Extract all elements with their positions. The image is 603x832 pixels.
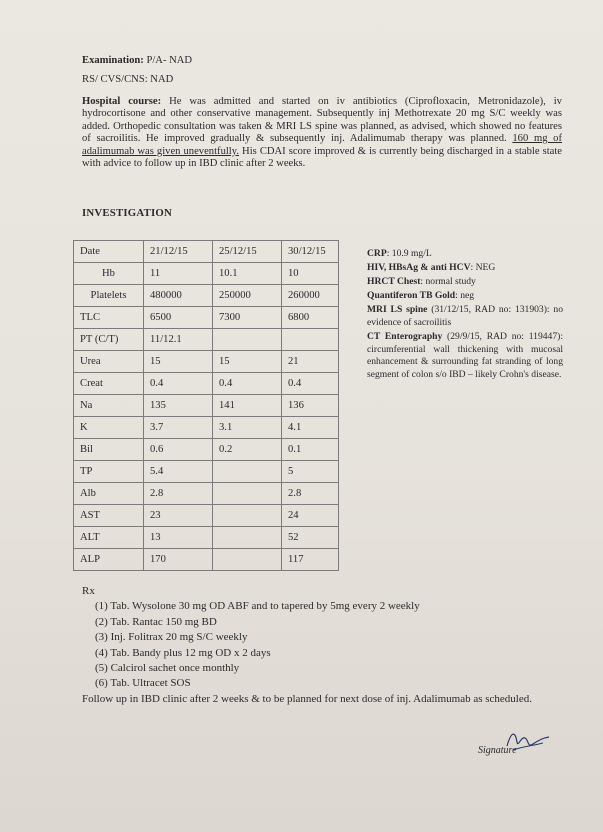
- finding-hiv: [367, 262, 563, 275]
- table-cell: Alb: [74, 483, 144, 505]
- table-cell: 0.4: [144, 373, 213, 395]
- hospital-course-paragraph: [82, 96, 562, 170]
- finding-hrct: [367, 276, 563, 289]
- table-cell: Hb: [74, 263, 144, 285]
- table-row: [74, 263, 339, 285]
- table-cell: 136: [282, 395, 339, 417]
- table-cell: 117: [282, 549, 339, 571]
- table-row: [74, 505, 339, 527]
- table-cell: 7300: [213, 307, 282, 329]
- table-cell: ALT: [74, 527, 144, 549]
- table-cell: [282, 329, 339, 351]
- investigation-title: INVESTIGATION: [82, 207, 172, 219]
- finding-label: HRCT Chest: [367, 276, 421, 288]
- hospital-course-underlined: 160 mg of adalimumab was given uneventfully.: [82, 133, 562, 157]
- table-cell: 21: [282, 351, 339, 373]
- table-cell: 0.1: [282, 439, 339, 461]
- table-cell: K: [74, 417, 144, 439]
- table-cell: Na: [74, 395, 144, 417]
- table-cell: 0.4: [213, 373, 282, 395]
- table-row: [74, 527, 339, 549]
- table-cell: [213, 329, 282, 351]
- table-cell: 170: [144, 549, 213, 571]
- rx-item: (3) Inj. Folitrax 20 mg S/C weekly: [95, 631, 248, 644]
- table-cell: 6500: [144, 307, 213, 329]
- table-cell: Platelets: [74, 285, 144, 307]
- table-row: [74, 549, 339, 571]
- table-cell: 23: [144, 505, 213, 527]
- table-cell: 6800: [282, 307, 339, 329]
- table-cell: TLC: [74, 307, 144, 329]
- table-cell: 11: [144, 263, 213, 285]
- rx-list: [82, 599, 572, 691]
- table-row: [74, 285, 339, 307]
- table-cell: 0.2: [213, 439, 282, 461]
- finding-mri: [367, 304, 563, 329]
- table-cell: 480000: [144, 285, 213, 307]
- table-row: [74, 373, 339, 395]
- table-cell: [213, 483, 282, 505]
- hospital-course-text-2: His CDAI score improved & is currently being discharged in a stable state with advice to follow up in IBD clinic after 2 weeks.: [82, 145, 562, 170]
- table-cell: Creat: [74, 373, 144, 395]
- finding-label: HIV, HBsAg & anti HCV: [367, 262, 471, 274]
- table-header-cell: 21/12/15: [144, 241, 213, 263]
- hospital-course-label: Hospital course:: [82, 96, 162, 107]
- rx-title: Rx: [82, 585, 95, 597]
- table-row: [74, 395, 339, 417]
- table-cell: 2.8: [282, 483, 339, 505]
- table-cell: [213, 549, 282, 571]
- finding-quantiferon: [367, 290, 563, 303]
- finding-ct: [367, 331, 563, 381]
- finding-value: (29/9/15, RAD no: 119447): circumferential wall thickening with mucosal enhancement & surrounding fat stranding of long segment of colon s/o IBD – likely Crohn's disease.: [367, 331, 563, 380]
- table-header-row: [74, 241, 339, 263]
- rx-item: (4) Tab. Bandy plus 12 mg OD x 2 days: [95, 646, 271, 659]
- finding-value: : NEG: [470, 262, 496, 274]
- table-header-cell: 25/12/15: [213, 241, 282, 263]
- rx-item: (5) Calcirol sachet once monthly: [95, 662, 240, 675]
- rx-item: (6) Tab. Ultracet SOS: [95, 677, 191, 690]
- finding-label: MRI LS spine: [367, 304, 428, 316]
- table-header-cell: Date: [74, 241, 144, 263]
- examination-value: P/A- NAD: [143, 55, 193, 66]
- prescription-section: [82, 584, 572, 707]
- table-row: [74, 329, 339, 351]
- table-row: [74, 483, 339, 505]
- table-cell: Bil: [74, 439, 144, 461]
- systems-line: RS/ CVS/CNS: NAD: [82, 74, 174, 85]
- table-row: [74, 439, 339, 461]
- table-cell: 10: [282, 263, 339, 285]
- follow-up-text: Follow up in IBD clinic after 2 weeks & to be planned for next dose of inj. Adalimumab as scheduled.: [82, 692, 532, 705]
- table-header-cell: 30/12/15: [282, 241, 339, 263]
- finding-label: CT Enterography: [367, 331, 443, 343]
- table-cell: ALP: [74, 549, 144, 571]
- table-cell: [213, 527, 282, 549]
- table-cell: 3.7: [144, 417, 213, 439]
- table-cell: 13: [144, 527, 213, 549]
- table-cell: [213, 461, 282, 483]
- rx-item: (2) Tab. Rantac 150 mg BD: [95, 615, 217, 628]
- finding-label: CRP: [367, 248, 387, 259]
- finding-value: : neg: [455, 290, 475, 302]
- table-row: [74, 351, 339, 373]
- examination-line: [82, 55, 562, 67]
- table-row: [74, 307, 339, 329]
- finding-label: Quantiferon TB Gold: [367, 290, 456, 302]
- table-cell: 4.1: [282, 417, 339, 439]
- table-cell: 2.8: [144, 483, 213, 505]
- table-cell: PT (C/T): [74, 329, 144, 351]
- examination-label: Examination:: [82, 55, 144, 66]
- table-cell: 0.4: [282, 373, 339, 395]
- investigation-findings: [367, 248, 563, 383]
- table-cell: 24: [282, 505, 339, 527]
- table-cell: 250000: [213, 285, 282, 307]
- table-cell: [213, 505, 282, 527]
- investigation-table: [73, 240, 339, 571]
- table-cell: 10.1: [213, 263, 282, 285]
- hospital-course-text-1: He was admitted and started on iv antibiotics (Ciprofloxacin, Metronidazole), iv hydrocortisone and other conservative management. Subsequently inj Methotrexate 20 mg S/C weekly was added. Orthopedic consultation was taken & MRI LS spine was planned, as advised, which showed no features of sacroilitis. He improved gradually & subsequently inj. Adalimumab therapy was planned.: [82, 96, 562, 145]
- table-cell: 5.4: [144, 461, 213, 483]
- table-cell: 3.1: [213, 417, 282, 439]
- table-cell: 260000: [282, 285, 339, 307]
- table-cell: 15: [213, 351, 282, 373]
- finding-value: : normal study: [420, 276, 476, 288]
- table-cell: 15: [144, 351, 213, 373]
- finding-crp: [367, 248, 563, 261]
- table-cell: 52: [282, 527, 339, 549]
- table-cell: 135: [144, 395, 213, 417]
- table-row: [74, 461, 339, 483]
- rx-item: (1) Tab. Wysolone 30 mg OD ABF and to tapered by 5mg every 2 weekly: [95, 600, 420, 613]
- table-cell: 5: [282, 461, 339, 483]
- signature-label: Signature: [478, 745, 517, 756]
- table-cell: 141: [213, 395, 282, 417]
- table-row: [74, 417, 339, 439]
- table-cell: TP: [74, 461, 144, 483]
- table-cell: 0.6: [144, 439, 213, 461]
- finding-value: (31/12/15, RAD no: 131903): no evidence of sacroilitis: [367, 304, 564, 328]
- finding-value: : 10.9 mg/L: [386, 248, 432, 259]
- table-cell: 11/12.1: [144, 329, 213, 351]
- table-cell: AST: [74, 505, 144, 527]
- table-cell: Urea: [74, 351, 144, 373]
